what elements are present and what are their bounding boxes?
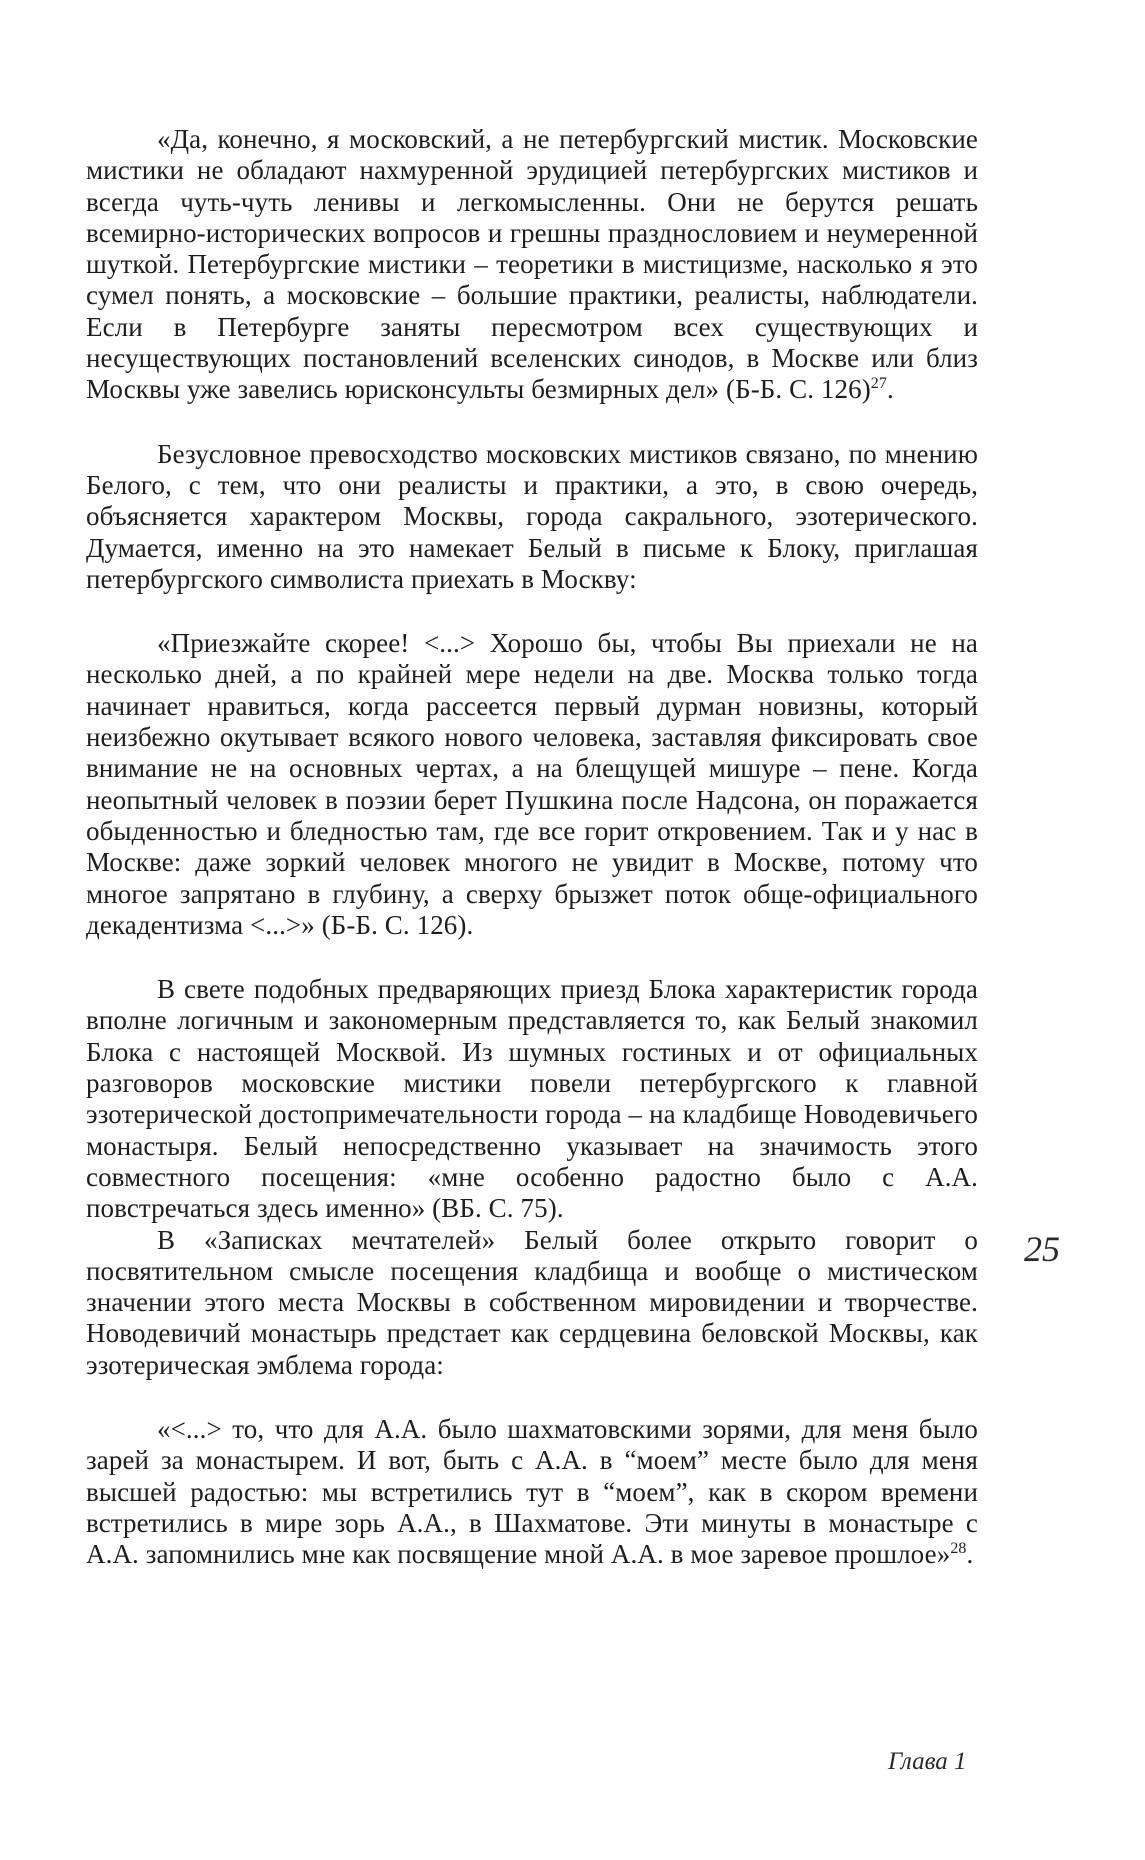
page-body	[86, 124, 978, 1570]
paragraph-zapiski: В «Записках мечтателей» Белый более открыто говорит о посвятительном смысле посещения кладбища и вообще о мистическом значении этого места Москвы в собственном мировидении и творчестве. Новодевичий монастырь предстает как сердцевина беловской Москвы, как эзотерическая эмблема города:	[86, 1224, 978, 1380]
quote-zori	[86, 1414, 978, 1570]
quote-tail: .	[966, 1539, 974, 1570]
footnote-marker-27: 27	[870, 375, 887, 393]
paragraph-novodevichy: В свете подобных предваряющих приезд Блока характеристик города вполне логичным и закономерным представляется то, как Белый знакомил Блока с настоящей Москвой. Из шумных гостиных и от официальных разговоров московские мистики повели петербургского к главной эзотерической достопримечательности города – на кладбище Новодевичьего монастыря. Белый непосредственно указывает на значимость этого совместного посещения: «мне особенно радостно было с А.А. повстречаться здесь именно» (ВБ. С. 75).	[86, 974, 978, 1224]
page-number: 25	[1024, 1229, 1060, 1269]
paragraph-superiority: Безусловное превосходство московских мистиков связано, по мнению Белого, с тем, что они реалисты и практики, а это, в свою очередь, объясняется характером Москвы, города сакрального, эзотерического. Думается, именно на это намекает Белый в письме к Блоку, приглашая петербургского символиста приехать в Москву:	[86, 438, 978, 594]
quote-text: «Да, конечно, я московский, а не петербургский мистик. Московские мистики не обладают нахмуренной эрудицией петербургских мистиков и всегда чуть-чуть ленивы и легкомысленны. Они не берутся решать всемирно-исторических вопросов и грешны празднословием и неумеренной шуткой. Петербургские мистики – теоретики в мистицизме, насколько я это сумел понять, а московские – большие практики, реалисты, наблюдатели. Если в Петербурге заняты пересмотром всех существующих и несуществующих постановлений вселенских синодов, в Москве или близ Москвы уже завелись юрисконсульты безмирных дел» (Б-Б. С. 126)	[86, 124, 978, 405]
quote-moscow-mystics	[86, 124, 978, 406]
footnote-marker-28: 28	[950, 1540, 967, 1558]
chapter-footer: Глава 1	[888, 1748, 967, 1775]
quote-text: «<...> то, что для А.А. было шахматовскими зорями, для меня было зарей за монастырем. И вот, быть с А.А. в “моем” месте было для меня высшей радостью: мы встретились тут в “моем”, как в скором времени встретились в мире зорь А.А., в Шахматове. Эти минуты в монастыре с А.А. запомнились мне как посвящение мной А.А. в мое заревое прошлое»	[86, 1413, 978, 1570]
quote-tail: .	[887, 374, 894, 405]
quote-letter-to-blok: «Приезжайте скорее! <...> Хорошо бы, чтобы Вы приехали не на несколько дней, а по крайней мере недели на две. Москва только тогда начинает нравиться, когда рассеется первый дурман новизны, который неизбежно окутывает всякого нового человека, заставляя фиксировать свое внимание не на основных чертах, а на блещущей мишуре – пене. Когда неопытный человек в поэзии берет Пушкина после Надсона, он поражается обыденностью и бледностью там, где все горит откровением. Так и у нас в Москве: даже зоркий человек многого не увидит в Москве, потому что многое запрятано в глубину, а сверху брызжет поток обще-официального декадентизма <...>» (Б-Б. С. 126).	[86, 628, 978, 940]
